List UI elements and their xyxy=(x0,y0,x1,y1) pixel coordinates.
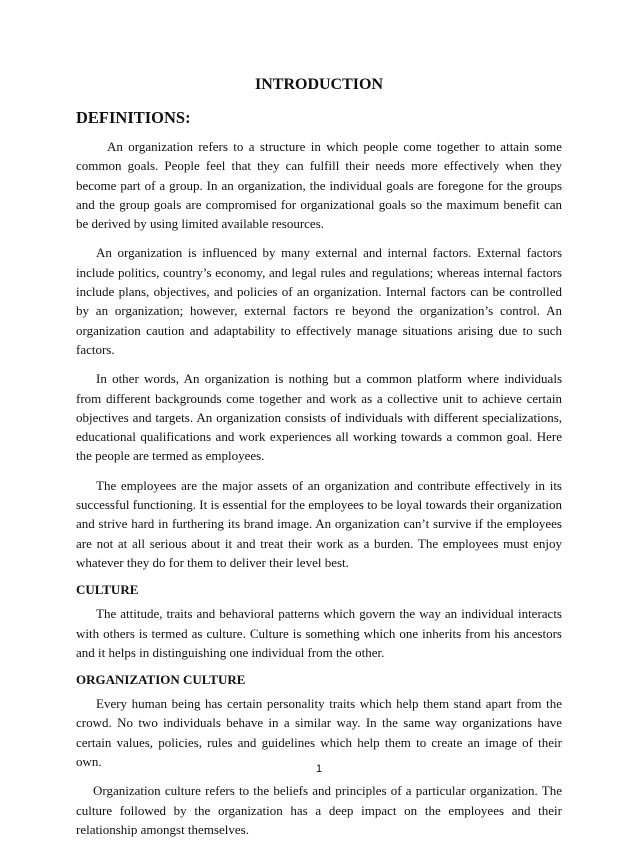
paragraph-culture: The attitude, traits and behavioral patterns which govern the way an individual interacts with others is termed as culture. Culture is something which one inherits from his ancestors and it helps in distinguishing one individual from the other. xyxy=(76,606,562,660)
paragraph-org-culture-1: Every human being has certain personality traits which help them stand apart from the crowd. No two individuals behave in a similar way. In the same way organizations have certain values, policies, rules and guidelines which help them to create an image of their own. xyxy=(76,696,562,770)
paragraph-definition-4: The employees are the major assets of an organization and contribute effectively in its successful functioning. It is essential for the employees to be loyal towards their organization and strive hard in furthering its brand image. An organization can’t survive if the employees are not at all serious about it and treat their work as a burden. The employees must enjoy whatever they do for them to deliver their level best. xyxy=(76,477,562,570)
paragraph-org-culture-2: Organization culture refers to the beliefs and principles of a particular organization. The culture followed by the organization has a deep impact on the employees and their relationship amongst themselves. xyxy=(76,783,562,837)
heading-definitions: DEFINITIONS: xyxy=(76,108,191,127)
page-number: 1 xyxy=(315,763,323,775)
document-body xyxy=(76,108,562,849)
page-title: INTRODUCTION xyxy=(254,76,383,93)
paragraph-definition-3: In other words, An organization is nothing but a common platform where individuals from different backgrounds come together and work as a collective unit to achieve certain objectives and targets. An organization consists of individuals with different specializations, educational qualifications and work experiences all working towards a common goal. Here the people are termed as employees. xyxy=(76,371,562,464)
heading-organization-culture: ORGANIZATION CULTURE xyxy=(76,672,246,688)
heading-culture: CULTURE xyxy=(76,582,139,598)
paragraph-definition-1: An organization refers to a structure in which people come together to attain some common goals. People feel that they can fulfill their needs more effectively when they become part of a group. In an organization, the individual goals are foregone for the groups and the group goals are compromised for organizational goals so the maximum benefit can be derived by using limited available resources. xyxy=(76,139,562,232)
paragraph-definition-2: An organization is influenced by many external and internal factors. External factors include politics, country’s economy, and legal rules and regulations; whereas internal factors include plans, objectives, and policies of an organization. Internal factors can be controlled by an organization; however, external factors re beyond the organization’s control. An organization caution and adaptability to effectively manage situations arising due to such factors. xyxy=(76,245,562,357)
